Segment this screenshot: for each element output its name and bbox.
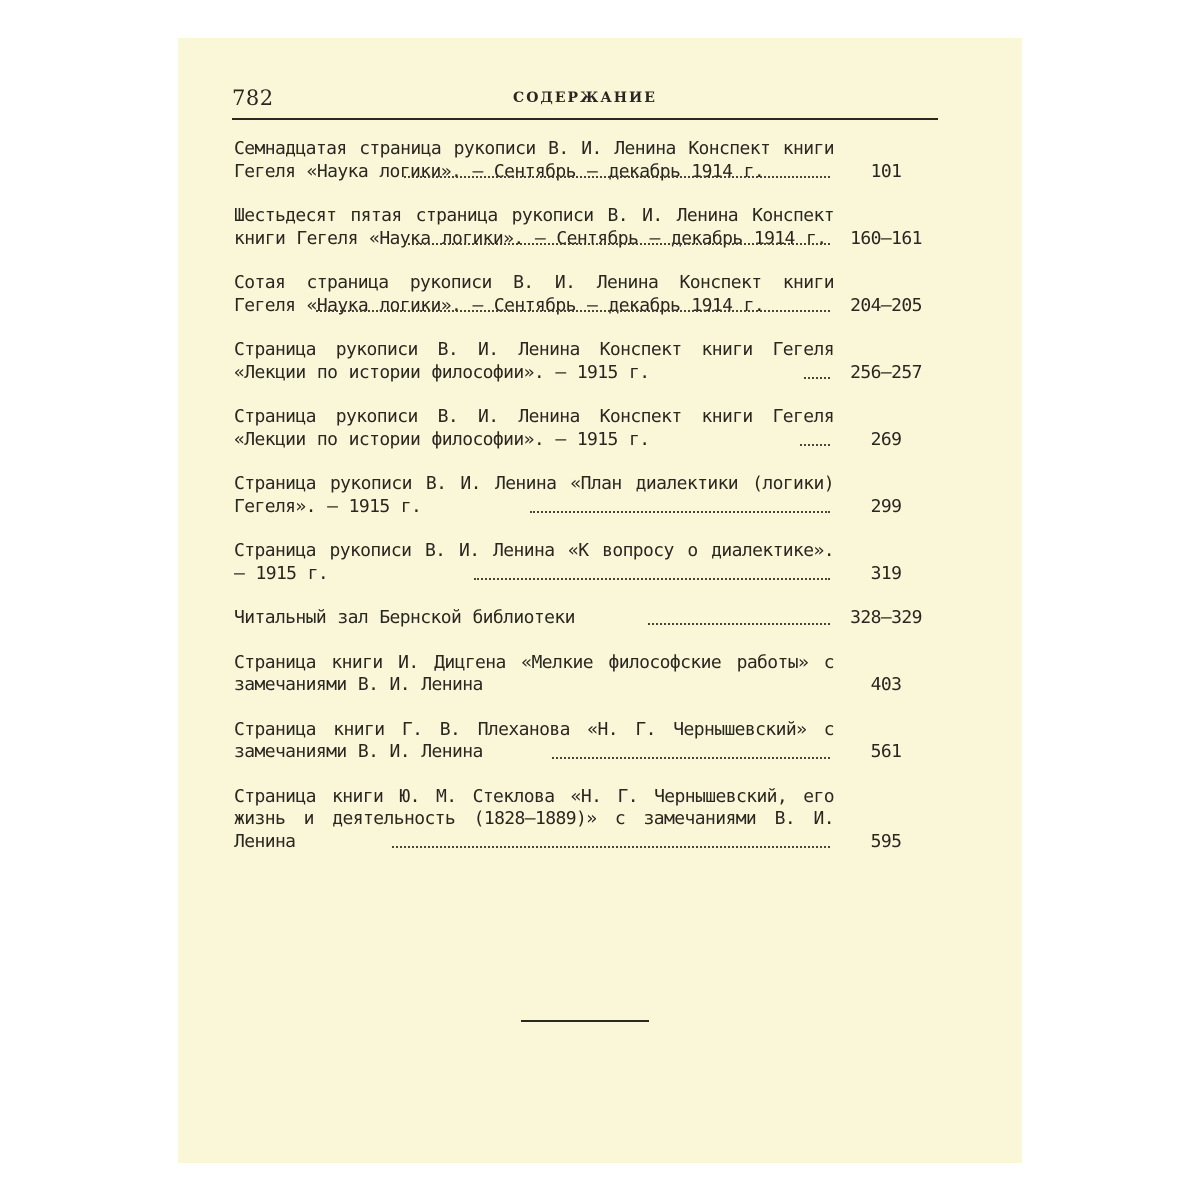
toc-entry-page: 204—205 [850, 294, 922, 316]
toc-entry-text: Страница книги И. Дицгена «Мелкие философские работы» с замечаниями В. И. Ленина [234, 651, 834, 695]
toc-entry-text: Читальный зал Бернской библиотеки [234, 607, 575, 628]
toc-entry-text: Семнадцатая страница рукописи В. И. Ленина Конспект книги Гегеля «Наука логики». — Сентябрь — декабрь 1914 г. [234, 138, 834, 182]
dot-leader [474, 578, 830, 580]
dot-leader [648, 623, 830, 625]
toc-entry-text: Сотая страница рукописи В. И. Ленина Конспект книги Гегеля «Наука логики». — Сентябрь — декабрь 1914 г. [234, 272, 834, 316]
dot-leader [404, 176, 830, 178]
toc-entry [234, 473, 936, 518]
header-rule [232, 118, 938, 120]
toc-entry [234, 719, 936, 764]
toc-entry-page: 160—161 [850, 227, 922, 249]
toc-entry-page: 319 [870, 562, 902, 584]
toc-entry-text: Шестьдесят пятая страница рукописи В. И. Ленина Конспект книги Гегеля «Наука логики». — Сентябрь — декабрь 1914 г. [234, 205, 834, 249]
table-of-contents [234, 138, 936, 853]
dot-leader [552, 757, 830, 759]
toc-entry-page: 101 [870, 160, 902, 182]
toc-entry-page: 561 [870, 741, 902, 762]
toc-entry [234, 205, 936, 250]
toc-entry [234, 339, 936, 384]
toc-entry-page: 256—257 [850, 361, 922, 383]
toc-entry [234, 786, 936, 854]
dot-leader [392, 846, 830, 848]
toc-entry-page: 299 [870, 495, 902, 517]
toc-entry-text: Страница рукописи В. И. Ленина «К вопросу о диалектике». — 1915 г. [234, 540, 834, 584]
dot-leader [316, 310, 830, 312]
toc-entry [234, 607, 936, 630]
dot-leader [530, 511, 830, 513]
toc-entry-page: 403 [870, 674, 902, 695]
toc-entry-page: 269 [870, 428, 902, 450]
page-number: 782 [232, 86, 274, 110]
toc-entry [234, 406, 936, 451]
toc-entry-text: Страница книги Ю. М. Стеклова «Н. Г. Чернышевский, его жизнь и деятельность (1828—1889)» с замечаниями В. И. Ленина [234, 785, 834, 852]
dot-leader [800, 444, 830, 446]
toc-entry-text: Страница рукописи В. И. Ленина Конспект книги Гегеля «Лекции по истории философии». — 1915 г. [234, 339, 834, 383]
toc-entry-page: 595 [870, 830, 902, 852]
toc-entry [234, 652, 936, 697]
toc-entry-page: 328—329 [850, 607, 922, 628]
page-header [232, 82, 938, 116]
toc-entry [234, 272, 936, 317]
toc-entry [234, 540, 936, 585]
book-page [178, 38, 1022, 1163]
toc-entry-text: Страница книги Г. В. Плеханова «Н. Г. Чернышевский» с замечаниями В. И. Ленина [234, 718, 834, 762]
closing-rule [521, 1020, 649, 1022]
dot-leader [404, 243, 830, 245]
toc-entry [234, 138, 936, 183]
toc-entry-text: Страница рукописи В. И. Ленина Конспект книги Гегеля «Лекции по истории философии». — 1915 г. [234, 406, 834, 450]
running-title: СОДЕРЖАНИЕ [513, 90, 657, 106]
dot-leader [804, 377, 830, 379]
toc-entry-text: Страница рукописи В. И. Ленина «План диалектики (логики) Гегеля». — 1915 г. [234, 473, 834, 517]
